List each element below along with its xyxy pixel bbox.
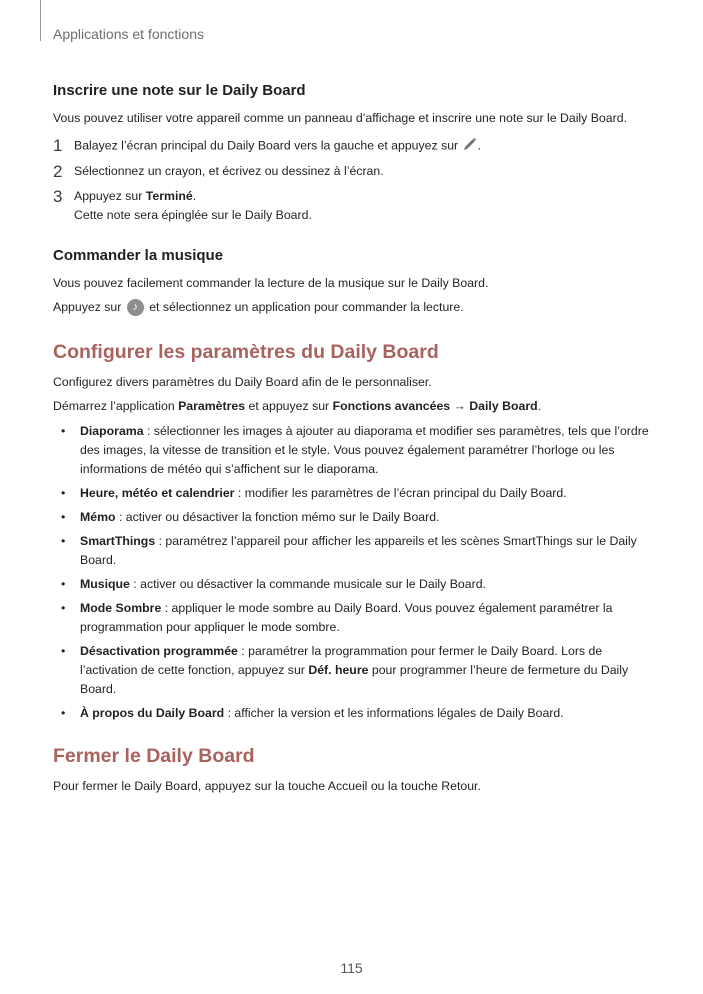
- list-item: • À propos du Daily Board : afficher la version et les informations légales de Daily Board.: [61, 706, 564, 720]
- list-item: • SmartThings : paramétrez l’appareil pour afficher les appareils et les scènes SmartThings sur le Daily Board.: [61, 534, 637, 567]
- step-number: 3: [53, 187, 63, 206]
- list-item: • Désactivation programmée : paramétrer la programmation pour fermer le Daily Board. Lors de l’activation de cette fonction, appuyez sur Déf. heure pour programmer l’heure de fermeture du Daily Board.: [61, 644, 629, 696]
- heading-close: Fermer le Daily Board: [53, 745, 255, 767]
- step-text: Balayez l’écran principal du Daily Board vers la gauche et appuyez sur: [74, 138, 459, 153]
- step-extra: Cette note sera épinglée sur le Daily Board.: [74, 208, 312, 222]
- list-item: • Mode Sombre : appliquer le mode sombre au Daily Board. Vous pouvez également paramétrer la programmation pour appliquer le mode sombre.: [61, 601, 613, 634]
- music-line-1: Vous pouvez facilement commander la lecture de la musique sur le Daily Board.: [53, 276, 489, 290]
- settings-intro: Configurez divers paramètres du Daily Board afin de le personnaliser.: [53, 375, 432, 389]
- step-3: 3 Appuyez sur Terminé. Cette note sera épinglée sur le Daily Board.: [53, 187, 653, 225]
- heading-note: Inscrire une note sur le Daily Board: [53, 82, 306, 99]
- page-number: 115: [340, 960, 363, 976]
- settings-list: [53, 422, 653, 723]
- music-note-icon: ♪: [127, 299, 144, 316]
- step-number: 2: [53, 162, 63, 181]
- music-line-2: Appuyez sur ♪ et sélectionnez un application pour commander la lecture.: [53, 298, 653, 317]
- step-text: Sélectionnez un crayon, et écrivez ou dessinez à l’écran.: [74, 164, 384, 178]
- heading-music: Commander la musique: [53, 247, 224, 264]
- step-number: 1: [53, 136, 63, 155]
- pencil-icon: [462, 136, 478, 156]
- list-item: • Mémo : activer ou désactiver la fonction mémo sur le Daily Board.: [61, 510, 440, 524]
- note-intro: Vous pouvez utiliser votre appareil comme un panneau d’affichage et inscrire une note sur le Daily Board.: [53, 111, 627, 125]
- step-2: [53, 162, 653, 181]
- list-item: • Musique : activer ou désactiver la commande musicale sur le Daily Board.: [61, 577, 486, 591]
- page-content: [53, 82, 653, 801]
- close-text: Pour fermer le Daily Board, appuyez sur la touche Accueil ou la touche Retour.: [53, 779, 481, 793]
- done-button-ref: Terminé: [145, 189, 193, 203]
- header-rule: [40, 0, 41, 41]
- list-item: • Diaporama : sélectionner les images à ajouter au diaporama et modifier ses paramètres, tels que l’ordre des images, la vitesse de transition et le style. Vous pouvez également paramétrer l’horloge ou les informations de météo qui s’affichent sur le diaporama.: [61, 424, 649, 476]
- heading-settings: Configurer les paramètres du Daily Board: [53, 341, 439, 363]
- list-item: • Heure, météo et calendrier : modifier les paramètres de l’écran principal du Daily Board.: [61, 486, 567, 500]
- step-1: 1 Balayez l’écran principal du Daily Board vers la gauche et appuyez sur .: [53, 136, 481, 155]
- settings-path: Démarrez l’application Paramètres et appuyez sur Fonctions avancées → Daily Board.: [53, 399, 542, 413]
- header-title: Applications et fonctions: [53, 26, 204, 42]
